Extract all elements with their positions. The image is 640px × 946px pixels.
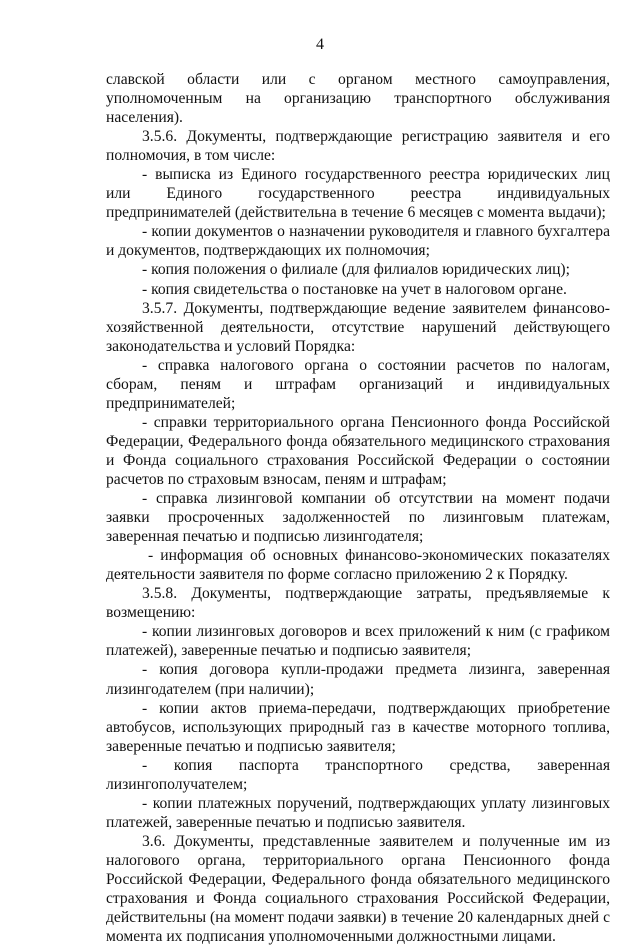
list-item: - справка налогового органа о состоянии расчетов по налогам, сборам, пеням и штрафам организаций и индивидуальных предпринимателей; xyxy=(106,356,610,412)
list-item: - справки территориального органа Пенсионного фонда Российской Федерации, Федерального фонда обязательного медицинского страхования и Фонда социального страхования Российской Федерации о состоянии расчетов по страховым взносам, пеням и штрафам; xyxy=(106,413,610,488)
list-item: - копии документов о назначении руководителя и главного бухгалтера и документов, подтверждающих их полномочия; xyxy=(106,223,610,260)
list-item: - информация об основных финансово-экономических показателях деятельности заявителя по форме согласно приложению 2 к Порядку. xyxy=(106,547,610,584)
list-item: - копия положения о филиале (для филиалов юридических лиц); xyxy=(142,261,570,279)
list-item: - копии платежных поручений, подтверждающих уплату лизинговых платежей, заверенные печатью и подписью заявителя. xyxy=(106,794,610,831)
paragraph-3-6: 3.6. Документы, представленные заявителем и полученные им из налогового органа, территориального органа Пенсионного фонда Российской Федерации, Федерального фонда обязательного медицинского страхования и Фонда социального страхования Российской Федерации, действительны (на момент подачи заявки) в течение 20 календарных дней с момента их подписания уполномоченными должностными лицами. xyxy=(106,832,610,946)
list-item: - копия паспорта транспортного средства, заверенная лизингополучателем; xyxy=(106,756,610,793)
list-item: - копии лизинговых договоров и всех приложений к ним (с графиком платежей), заверенные печатью и подписью заявителя; xyxy=(106,623,610,660)
paragraph-3-5-6: 3.5.6. Документы, подтверждающие регистрацию заявителя и его полномочия, в том числе: xyxy=(106,128,610,165)
list-item: - копия свидетельства о постановке на учет в налоговом органе. xyxy=(142,280,567,298)
paragraph-3-5-8: 3.5.8. Документы, подтверждающие затраты, предъявляемые к возмещению: xyxy=(106,585,610,622)
list-item: - выписка из Единого государственного реестра юридических лиц или Единого государственного реестра индивидуальных предпринимателей (действительна в течение 6 месяцев с момента выдачи); xyxy=(106,166,610,222)
list-item: - копии актов приема-передачи, подтверждающих приобретение автобусов, использующих природный газ в качестве моторного топлива, заверенные печатью и подписью заявителя; xyxy=(106,699,610,755)
paragraph-3-5-7: 3.5.7. Документы, подтверждающие ведение заявителем финансово-хозяйственной деятельности, отсутствие нарушений действующего законодательства и условий Порядка: xyxy=(106,299,610,355)
list-item: - копия договора купли-продажи предмета лизинга, заверенная лизингодателем (при наличии); xyxy=(106,661,610,698)
list-item: - справка лизинговой компании об отсутствии на момент подачи заявки просроченных задолженностей по лизинговым платежам, заверенная печатью и подписью лизингодателя; xyxy=(106,490,610,546)
document-body xyxy=(106,70,610,946)
page-number: 4 xyxy=(316,36,324,53)
paragraph-continuation: славской области или с органом местного самоуправления, уполномоченным на организацию транспортного обслуживания населения). xyxy=(106,71,610,127)
